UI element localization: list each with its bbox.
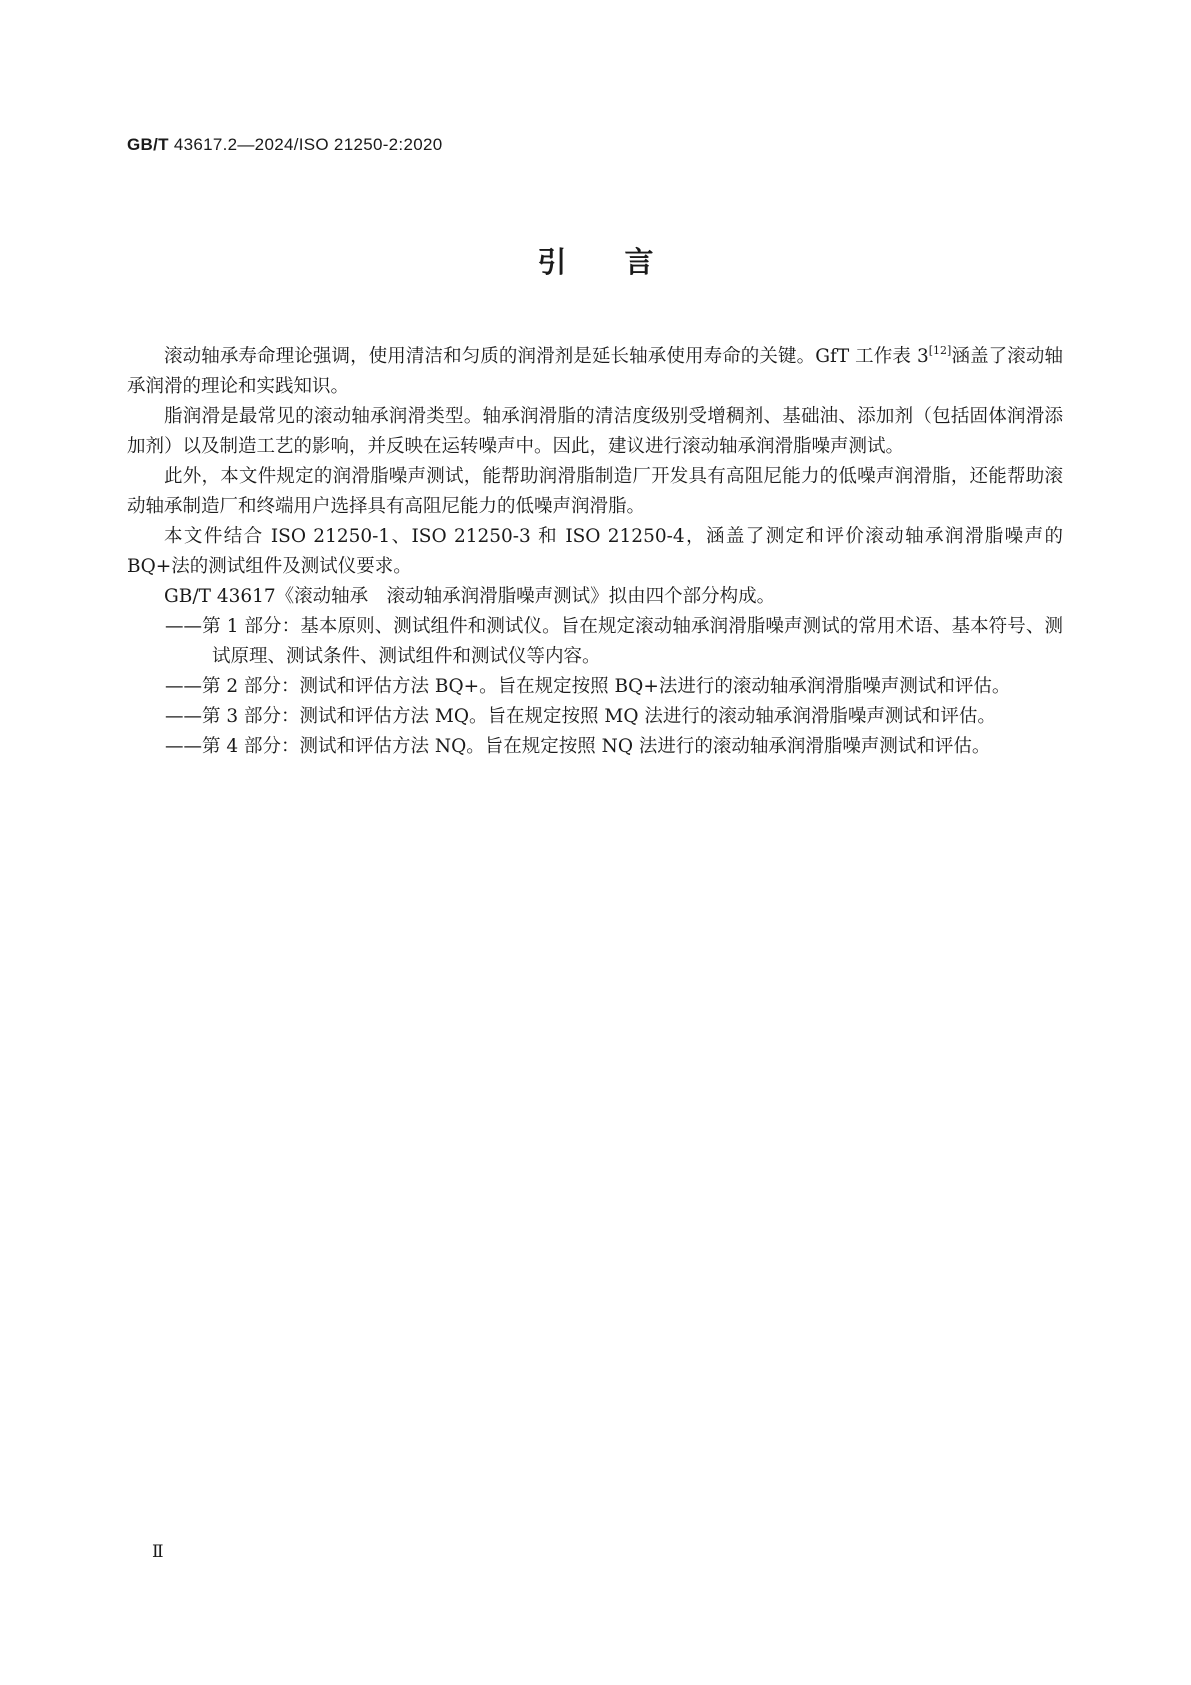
document-standard-code: [127, 135, 442, 155]
paragraph-1: [127, 342, 1063, 402]
part-list-item: ——第 3 部分：测试和评估方法 MQ。旨在规定按照 MQ 法进行的滚动轴承润滑脂噪声测试和评估。: [165, 706, 996, 727]
paragraph-1-tail: 涵盖了滚动轴承润滑的理论和实践知识。: [127, 346, 1063, 397]
paragraph-1-text: 滚动轴承寿命理论强调，使用清洁和匀质的润滑剂是延长轴承使用寿命的关键。GfT 工作表 3: [164, 346, 929, 367]
reference-marker: [12]: [928, 344, 952, 357]
paragraph-4: 本文件结合 ISO 21250-1、ISO 21250-3 和 ISO 21250-4，涵盖了测定和评价滚动轴承润滑脂噪声的 BQ+法的测试组件及测试仪要求。: [127, 526, 1063, 577]
section-title: 引言: [537, 245, 712, 279]
page-number: Ⅱ: [152, 1542, 164, 1562]
part-list-item: ——第 2 部分：测试和评估方法 BQ+。旨在规定按照 BQ+法进行的滚动轴承润滑脂噪声测试和评估。: [165, 676, 1011, 697]
part-list-item: ——第 4 部分：测试和评估方法 NQ。旨在规定按照 NQ 法进行的滚动轴承润滑脂噪声测试和评估。: [165, 736, 991, 757]
paragraph-5: GB/T 43617《滚动轴承 滚动轴承润滑脂噪声测试》拟由四个部分构成。: [164, 586, 776, 607]
paragraph-2: 脂润滑是最常见的滚动轴承润滑类型。轴承润滑脂的清洁度级别受增稠剂、基础油、添加剂（包括固体润滑添加剂）以及制造工艺的影响，并反映在运转噪声中。因此，建议进行滚动轴承润滑脂噪声测试。: [127, 406, 1063, 457]
standard-prefix: GB/T: [127, 135, 169, 154]
part-list-item: ——第 1 部分：基本原则、测试组件和测试仪。旨在规定滚动轴承润滑脂噪声测试的常用术语、基本符号、测试原理、测试条件、测试组件和测试仪等内容。: [165, 616, 1063, 667]
introduction-body: [127, 342, 1063, 762]
paragraph-3: 此外，本文件规定的润滑脂噪声测试，能帮助润滑脂制造厂开发具有高阻尼能力的低噪声润滑脂，还能帮助滚动轴承制造厂和终端用户选择具有高阻尼能力的低噪声润滑脂。: [127, 466, 1063, 517]
standard-number: 43617.2—2024/ISO 21250-2:2020: [168, 135, 443, 154]
